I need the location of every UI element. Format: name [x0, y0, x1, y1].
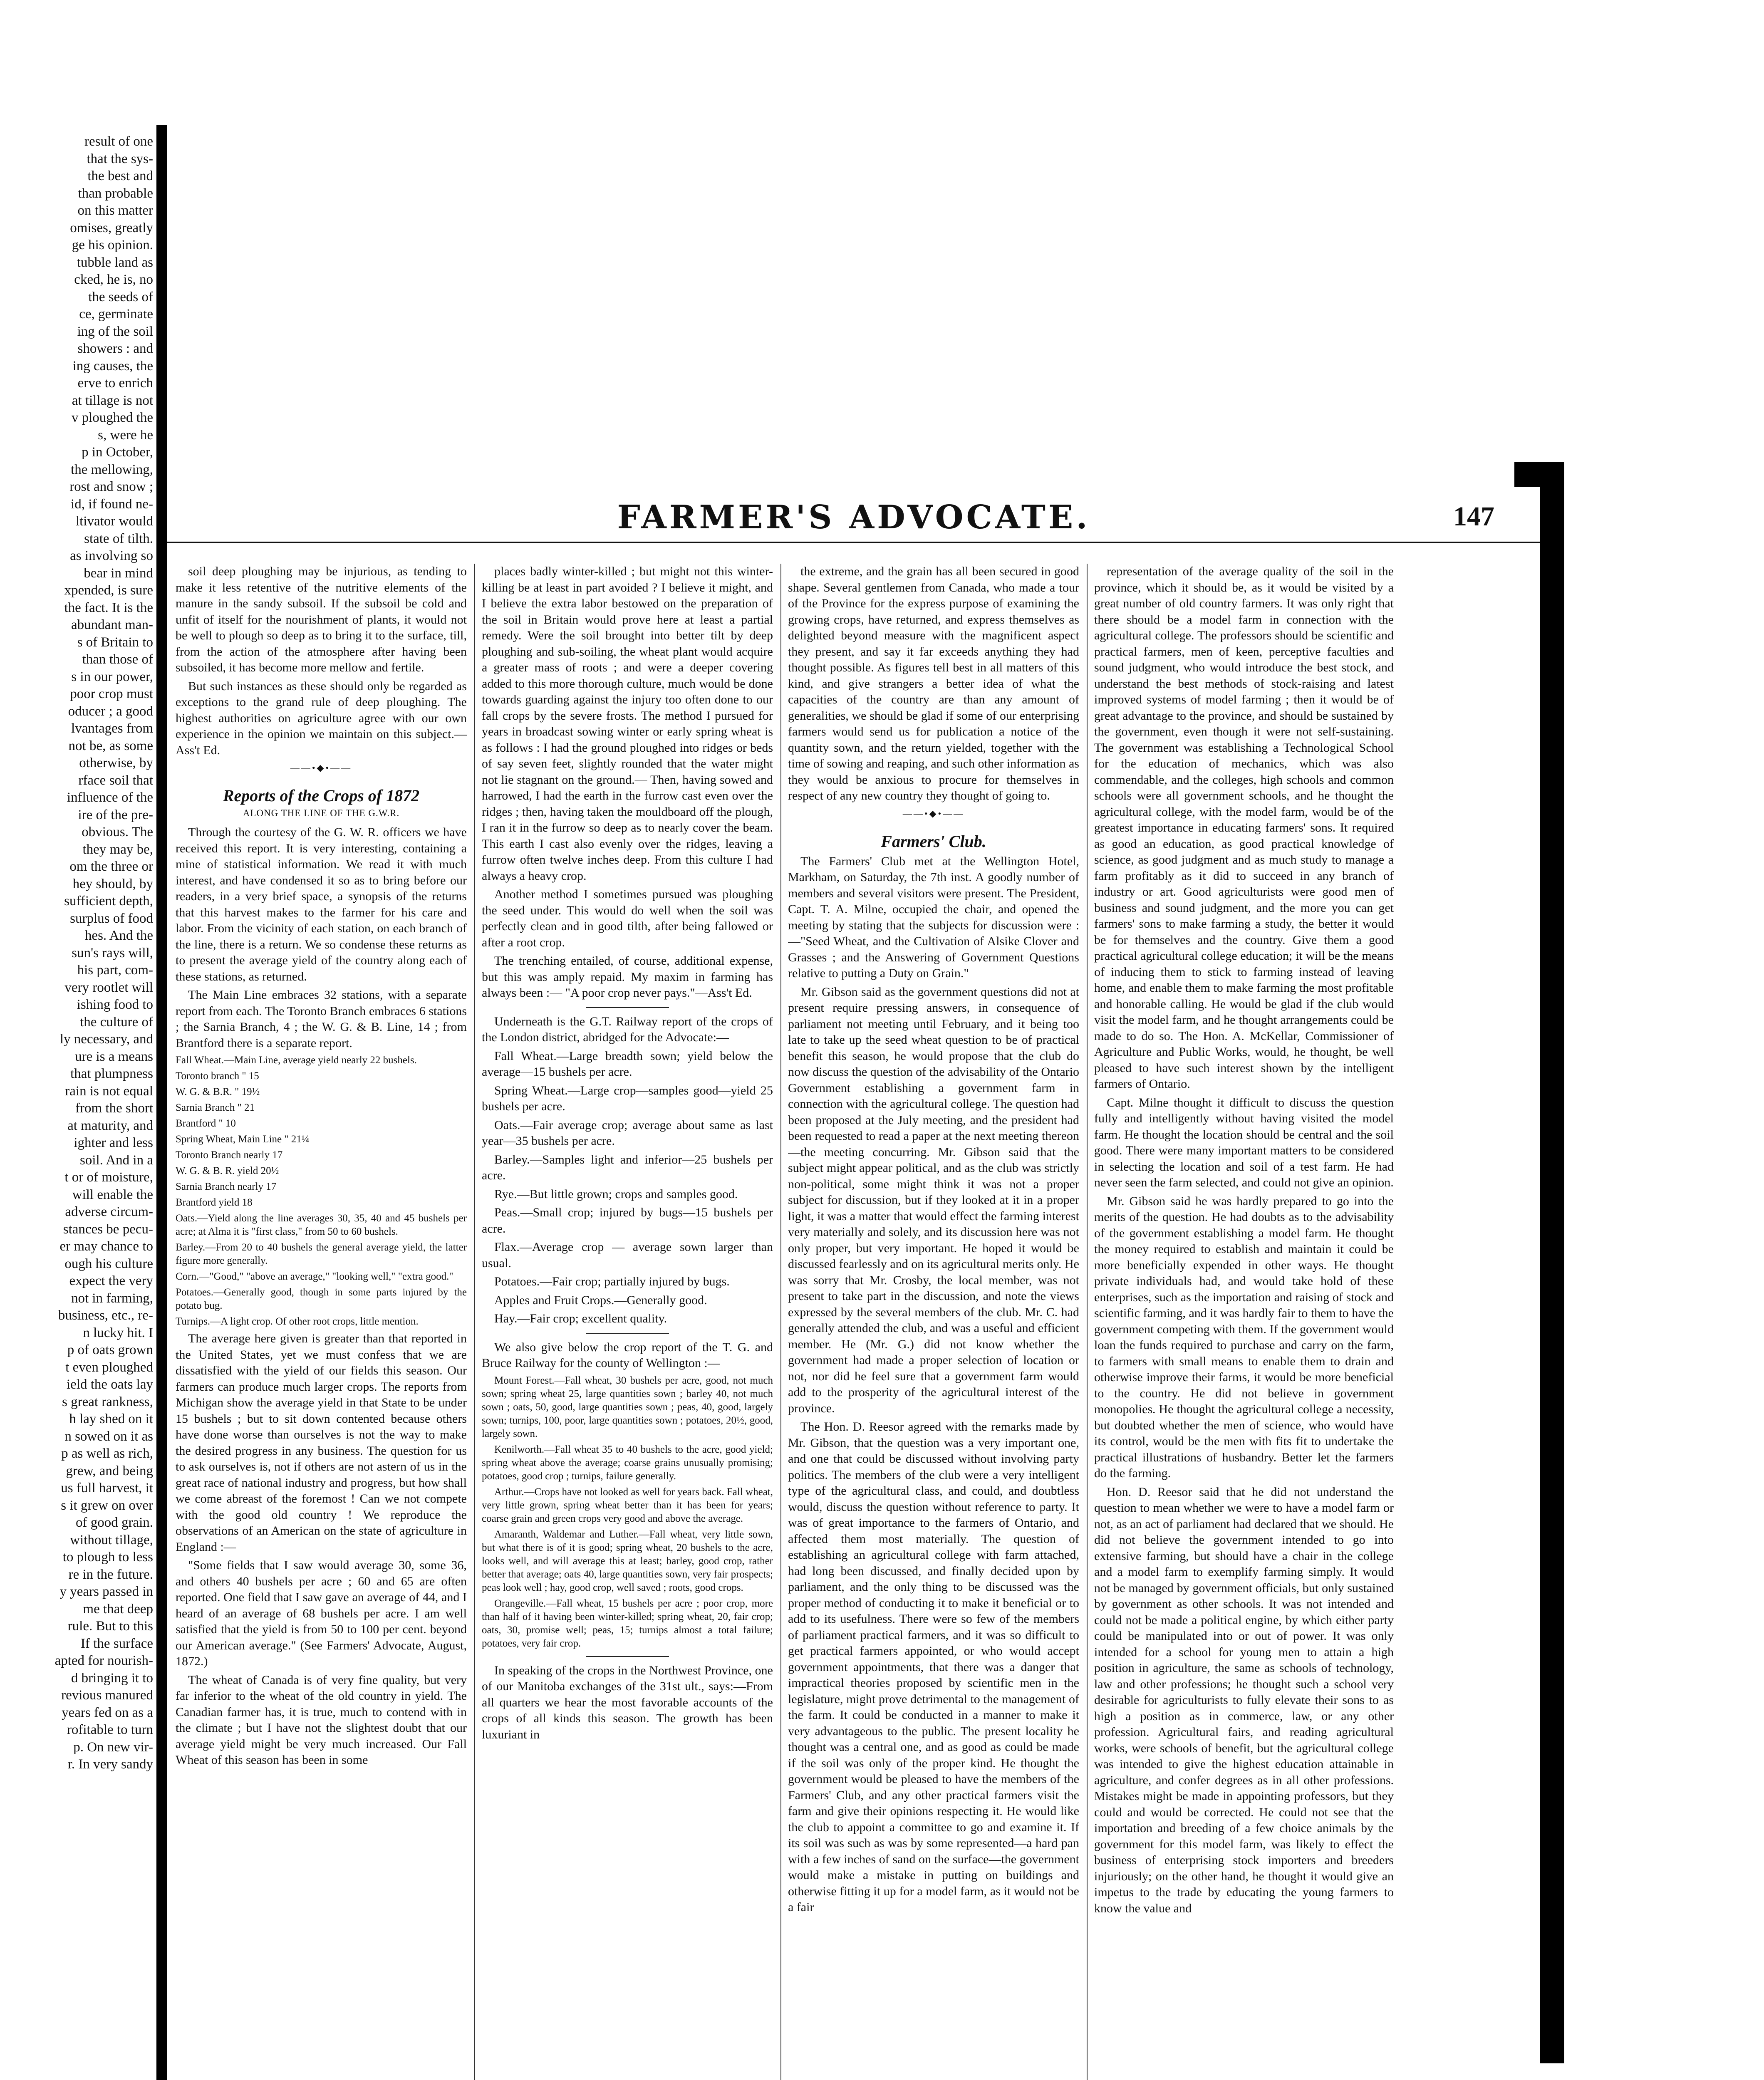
left-page-line: tubble land as — [77, 255, 153, 270]
left-page-line: grew, and being — [66, 1463, 153, 1478]
left-page-line: id, if found ne- — [71, 496, 153, 512]
ornament-divider: ——•◆•—— — [290, 763, 352, 773]
left-page-line: r. In very sandy — [67, 1757, 153, 1772]
article-heading-crop-reports: Reports of the Crops of 1872 — [223, 786, 420, 805]
yield-line: Sarnia Branch " 21 — [176, 1102, 255, 1113]
left-page-line: re in the future. — [68, 1567, 153, 1582]
paragraph: Hon. D. Reesor said that he did not understand the question to mean whether we were to have a model farm or not, as an act of parliament had declared that we should. He did not believe the government intended to go into extensive farming, but should have a chair in the college and a model farm to exemplify farming simply. It would not be managed by government officials, but only sustained by government as other schools. It was not intended and could not be made a political engine, by which either party could be manipulated into or out of power. It was only intended for a school for young men to attain a high position in agriculture, the same as schools of technology, law and other professions; he thought such a school very desirable for agriculturists to fully elevate their sons to as high a position as in commerce, law, or any other profession. Agricultural fairs, and reading agricultural works, were schools of benefit, but the agricultural college was intended to give the highest education attainable in agriculture, and confer degrees as in all other professions. Mistakes might be made in appointing professors, but they could and would be corrected. He could not see that the importation and breeding of a few choice animals by the government for this model farm, was likely to effect the business of enterprising stock importers and breeders injuriously; on the other hand, he thought it would give an impetus to the trade by educating the young farmers to know the value and — [1094, 1485, 1394, 1915]
left-page-line: rface soil that — [78, 773, 153, 788]
left-page-line: v ploughed the — [71, 410, 153, 425]
header-rule — [167, 542, 1540, 543]
left-page-line: ing of the soil — [77, 324, 153, 339]
left-page-line: as involving so — [70, 548, 153, 563]
paragraph: The wheat of Canada is of very fine quality, but very far inferior to the wheat of the old country in yield. The Canadian farmer has, it is true, much to contend with in the climate ; but I have not the slightest doubt that our average yield might be very much increased. Our Fall Wheat of this season has been in some — [176, 1673, 467, 1767]
column-1 — [176, 564, 467, 2080]
crop-report-item: Barley.—Samples light and inferior—25 bushels per acre. — [482, 1152, 773, 1182]
left-page-line: lvantages from — [71, 721, 153, 736]
left-page-line: ield the oats lay — [66, 1377, 153, 1392]
yield-line: Corn.—"Good," "above an average," "looking well," "extra good." — [176, 1271, 453, 1282]
left-page-line: n sowed on it as — [64, 1429, 153, 1444]
left-page-line: bear in mind — [84, 565, 153, 581]
left-page-line: the mellowing, — [71, 462, 153, 477]
left-page-line: ishing food to — [77, 997, 153, 1012]
left-page-line: hes. And the — [84, 928, 153, 943]
left-page-line: expect the very — [69, 1273, 153, 1288]
left-page-line: n lucky hit. I — [83, 1325, 153, 1340]
left-page-line: not in farming, — [71, 1290, 153, 1306]
column-divider — [780, 564, 781, 2080]
crop-report-item: Apples and Fruit Crops.—Generally good. — [494, 1293, 707, 1307]
left-page-line: ly necessary, and — [59, 1032, 153, 1047]
left-page-line: xpended, is sure — [64, 583, 153, 598]
left-page-line: ltivator would — [75, 514, 153, 529]
left-page-line: cked, he is, no — [74, 272, 153, 287]
column-4 — [1094, 564, 1394, 2080]
yield-line: Toronto branch " 15 — [176, 1070, 259, 1082]
left-page-line: t or of moisture, — [64, 1170, 153, 1185]
left-page-line: very rootlet will — [64, 980, 153, 995]
left-page-line: s in our power, — [71, 669, 153, 684]
left-page-line: than those of — [82, 652, 153, 667]
paragraph: Capt. Milne thought it difficult to discuss the question fully and intelligently without having visited the model farm. He thought the location should be central and the soil good. There were many important matters to be considered in selecting the location and soil of a test farm. He had never seen the farm selected, and could not give an opinion. — [1094, 1095, 1394, 1189]
left-page-line: state of tilth. — [84, 531, 153, 546]
page-header — [167, 491, 1540, 545]
left-page-line: ing causes, the — [72, 358, 153, 374]
left-page-line: adverse circum- — [65, 1204, 153, 1219]
paragraph: Mr. Gibson said as the government questions did not at present require pressing answers, in consequence of parliament not meeting until February, and it being too late to take up the seed wheat question to be of practical benefit this season, he would propose that the club do now discuss the question of the advisability of the Ontario Government establishing a government farm in connection with the agricultural college. The question had been proposed at the July meeting, and the president had been requested to read a paper at the next meeting thereon—the meeting concurring. Mr. Gibson said that the subject might appear political, and as the club was strictly non-political, some might think it was not a proper subject for discussion, but if they looked at it in a proper light, it was a matter that would effect the farming interest very materially and solely, and its discussion here was not only proper, but very important. He hoped it would be discussed fearlessly and on its agricultural merits only. He was sorry that Mr. Crosby, the local member, was not present to take part in the discussion, and note the views expressed by the several members of the club. Mr. C. had generally attended the club, and was a useful and efficient member. He (Mr. G.) did not know whether the government had made a proper selection of location or not, nor did he feel sure that a government farm would add to the prosperity of the agricultural interest of the province. — [788, 985, 1079, 1415]
left-page-line: rofitable to turn — [67, 1722, 153, 1737]
left-page-line: to plough to less — [62, 1550, 153, 1565]
left-page-line: at maturity, and — [67, 1118, 153, 1133]
left-page-line: h lay shed on it — [69, 1411, 153, 1426]
section-rule — [586, 1333, 669, 1334]
left-page-line: ire of the pre- — [78, 807, 153, 822]
left-page-line: ighter and less — [74, 1135, 153, 1150]
yield-line: Fall Wheat.—Main Line, average yield nearly 22 bushels. — [176, 1055, 417, 1066]
left-page-line: rost and snow ; — [69, 479, 153, 494]
station-report: Amaranth, Waldemar and Luther.—Fall wheat, very little sown, but what there is of it is good; spring wheat, 20 bushels to the acre, looks well, and will average this at least; barley, good crop, rather better that average; oats 40, large quantities sown, very fair prospects; peas look well ; hay, good crop, well saved ; roots, good crops. — [482, 1528, 773, 1593]
yield-line: Brantford " 10 — [176, 1118, 236, 1129]
newspaper-page — [167, 491, 1540, 2080]
left-page-line: obvious. The — [82, 825, 153, 839]
left-page-line: omises, greatly — [70, 220, 153, 235]
yield-line: Toronto Branch nearly 17 — [176, 1149, 283, 1161]
page-edge-right — [1540, 462, 1564, 2063]
left-page-line: p. On new vir- — [73, 1739, 153, 1755]
left-page-line: abundant man- — [71, 617, 153, 632]
yield-line: Spring Wheat, Main Line " 21¼ — [176, 1134, 310, 1145]
left-page-line: result of one — [84, 134, 153, 149]
left-page-line: ce, germinate — [79, 307, 153, 322]
left-page-line: d bringing it to — [71, 1670, 153, 1686]
left-page-line: om the three or — [69, 859, 153, 874]
station-report: Mount Forest.—Fall wheat, 30 bushels per acre, good, not much sown; spring wheat 25, large quantities sown ; barley 40, not much sown ; oats, 50, good, large quantities sown ; peas, 40, good, largely sown; turnips, 100, poor, large quantities sown ; potatoes, 20½, good, largely sown. — [482, 1374, 773, 1439]
left-page-line: at tillage is not — [72, 393, 153, 408]
left-page-fragment — [0, 133, 155, 2080]
page-number: 147 — [1453, 501, 1494, 532]
crop-report-item: Rye.—But little grown; crops and samples good. — [494, 1187, 738, 1201]
column-divider — [474, 564, 475, 2080]
crop-report-item: Hay.—Fair crop; excellent quality. — [494, 1312, 667, 1325]
left-page-line: sufficient depth, — [64, 894, 153, 909]
left-page-line: poor crop must — [70, 686, 153, 701]
left-page-line: not be, as some — [68, 738, 153, 753]
paragraph: But such instances as these should only be regarded as exceptions to the grand rule of deep ploughing. The highest authorities on agriculture agree with our own experience in the opinion we maintain on this subject.—Ass't Ed. — [176, 679, 467, 757]
tg-intro: We also give below the crop report of the T. G. and Bruce Railway for the county of Wellington :— — [482, 1340, 773, 1370]
left-page-line: me that deep — [83, 1601, 153, 1617]
left-page-line: p as well as rich, — [61, 1446, 153, 1461]
page-gutter — [156, 125, 167, 2080]
left-page-line: the fact. It is the — [64, 600, 153, 615]
crop-report-item: Spring Wheat.—Large crop—samples good—yield 25 bushels per acre. — [482, 1083, 773, 1113]
paragraph: The Hon. D. Reesor agreed with the remarks made by Mr. Gibson, that the question was a very important one, and one that could be discussed without involving party politics. The members of the club were a very intelligent type of the agricultural class, and could, and doubtless would, discuss the question without reference to party. It was of great importance to the farmers of Ontario, and affected them most materially. The question of establishing an agricultural college with farm attached, had long been discussed, and finally decided upon by parliament, and the only thing to be discussed was the proper method of conducting it to make it beneficial or to add to its usefulness. There were so few of the members of parliament practical farmers, and it was so difficult to get practical farmers appointed, or who would accept government appointments, that there was a danger that impractical theories proposed by scientific men in the legislature, might prove detrimental to the management of the farm. It could be conducted in a manner to make it very advantageous to the public. The present locality he thought was a central one, and as good as could be made if the soil was only of the proper kind. He thought the government would be pleased to have the members of the Farmers' Club, and any other practical farmers visit the farm and give their opinions respecting it. He would like the club to appoint a committee to go and examine it. If its soil was such as was by some represented—a hard pan with a few inches of sand on the surface—the government would make a mistake in putting on buildings and otherwise fitting it up for a model farm, as it would not be a fair — [788, 1420, 1079, 1914]
left-page-line: without tillage, — [70, 1532, 153, 1548]
left-page-line: stances be pecu- — [63, 1221, 153, 1237]
crop-report-item: Flax.—Average crop — average sown larger than usual. — [482, 1240, 773, 1270]
left-page-line: p in October, — [82, 445, 153, 460]
paragraph: representation of the average quality of the soil in the province, which it should be, as it would be visited by a great number of old country farmers. It was only right that there should be a model farm in connection with the agricultural college. The professors should be scientific and practical farmers, men of keen, perceptive faculties and sound judgment, who would introduce the best stock, and understand the best methods of stock-raising and latest improved systems of model farming ; then it would be of great advantage to the province, and should be sustained by the government, even though it were not self-sustaining. The government was establishing a Technological School for the education of mechanics, which was also commendable, and the colleges, high schools and common schools were all government schools, and he thought the agricultural college, with the model farm, would be of the greatest importance in educating farmers' sons. It required as good an education, as good practical knowledge of science, as good judgment and as much study to manage a farm profitably as it did to succeed in any branch of industry or art. Good agriculturists were good men of business and sound judgment, and the more you can get farmers' sons to make farming a study, the better it would be for themselves and the country. Give them a good practical agricultural college education; it will be the means of inducing them to stick to farming instead of leaving home, and enable them to make farming the most profitable and honorable calling. He would be glad if the club would visit the model farm, and he thought arrangements could be made to do so. The Hon. A. McKellar, Commissioner of Agriculture and Public Works, would, he thought, be well pleased to have such interest shown by the intelligent farmers of Ontario. — [1094, 565, 1394, 1091]
yield-line: Turnips.—A light crop. Of other root crops, little mention. — [176, 1316, 419, 1327]
left-page-line: the seeds of — [88, 289, 153, 305]
left-page-line: of good grain. — [75, 1515, 153, 1530]
paragraph: soil deep ploughing may be injurious, as tending to make it less retentive of the nutritive elements of the manure in the sandy subsoil. If the subsoil be cold and unfit of itself for the nourishment of plants, it would not be well to plough so deep as to bring it to the surface, till, from the action of the atmosphere after having been subsoiled, it has become more mellow and fertile. — [176, 565, 467, 674]
left-page-line: sun's rays will, — [72, 945, 153, 961]
left-page-line: us full harvest, it — [61, 1481, 153, 1496]
left-page-line: hey should, by — [72, 876, 153, 891]
left-page-line: surplus of food — [70, 911, 153, 926]
left-page-line: ure is a means — [75, 1049, 153, 1064]
left-page-line: erve to enrich — [77, 376, 153, 391]
station-report: Kenilworth.—Fall wheat 35 to 40 bushels to the acre, good yield; spring wheat above the average; coarse grains unusually promising; potatoes, good crop ; turnips, failure generally. — [482, 1444, 773, 1482]
column-3 — [788, 564, 1079, 2080]
left-page-line: that plumpness — [70, 1066, 153, 1081]
left-page-line: ge his opinion. — [72, 238, 153, 253]
left-page-line: ough his culture — [64, 1256, 153, 1271]
left-page-line: will enable the — [72, 1187, 153, 1202]
paragraph: The average here given is greater than that reported in the United States, yet we must confess that we are dissatisfied with the yield of our fields this season. Our farmers can produce much larger crops. The reports from Michigan show the average yield in that State to be under 15 bushels ; but to sit down contented because others have done worse than ourselves is not the way to make the desired progress in any business. The question for us to ask ourselves is, not if others are not astern of us in the great race of national industry and progress, but how shall we come abreast of the foremost ! Can we not compete with the good old country ! We reproduce the observations of an American on the state of agriculture in England :— — [176, 1332, 467, 1554]
left-page-line: t even ploughed — [65, 1359, 153, 1375]
paragraph: Another method I sometimes pursued was ploughing the seed under. This would do well when the soil was perfectly clean and in good tilth, after being fallowed or after a root crop. — [482, 887, 773, 949]
paragraph: the extreme, and the grain has all been secured in good shape. Several gentlemen from Canada, who made a tour of the Province for the express purpose of examining the growing crops, have returned, and express themselves as delighted beyond measure with the magnificent aspect they present, and say it far exceeds anything they had thought possible. As figures tell best in all matters of this kind, and give strangers a better idea of what the capacities of the country are than any amount of generalities, we should be glad if some of our enterprising farmers would send us for publication a notice of the quantity sown, and the return yielded, together with the time of sowing and reaping, and such other information as they would be anxious to procure for themselves in respect of any new country they thought of going to. — [788, 565, 1079, 802]
left-page-line: than probable — [78, 186, 153, 201]
yield-line: Potatoes.—Generally good, though in some parts injured by the potato bug. — [176, 1287, 467, 1311]
station-report: Orangeville.—Fall wheat, 15 bushels per acre ; poor crop, more than half of it having been winter-killed; spring wheat, 20, fair crop; oats, 30, promise well; peas, 15; turnips almost a total failure; potatoes, very fair crop. — [482, 1597, 773, 1649]
left-page-line: years fed on as a — [62, 1705, 153, 1720]
left-page-line: p of oats grown — [67, 1342, 153, 1357]
paragraph: The trenching entailed, of course, additional expense, but this was amply repaid. My maxim in farming has always been :— "A poor crop never pays."—Ass't Ed. — [482, 954, 773, 1000]
yield-line: Brantford yield 18 — [176, 1197, 253, 1208]
yield-line: Oats.—Yield along the line averages 30, 35, 40 and 45 bushels per acre; at Alma it is "first class," from 50 to 60 bushels. — [176, 1213, 467, 1237]
left-page-line: s, were he — [98, 427, 153, 443]
paragraph: "Some fields that I saw would average 30, some 36, and others 40 bushels per acre ; 60 and 65 are often reported. One field that I saw gave an average of 44, and I heard of an average of 68 bushels per acre. I am well satisfied that the yield is from 50 to 100 per cent. beyond our American average." (See Farmers' Advocate, August, 1872.) — [176, 1558, 467, 1668]
column-divider — [1087, 564, 1088, 2080]
paragraph: Through the courtesy of the G. W. R. officers we have received this report. It is very interesting, containing a mine of statistical information. We read it with much interest, and have condensed it so as to bring before our readers, in a very brief space, a synopsis of the returns that this harvest makes to the farmer for his care and labor. From the vicinity of each station, on each branch of the line, there is a return. We so condense these returns as to present the average yield of the country along each of these stations, as returned. — [176, 825, 467, 983]
yield-line: Sarnia Branch nearly 17 — [176, 1181, 277, 1192]
article-heading-farmers-club: Farmers' Club. — [881, 832, 986, 851]
left-page-line: apted for nourish- — [55, 1653, 153, 1668]
crop-report-item: Fall Wheat.—Large breadth sown; yield below the average—15 bushels per acre. — [482, 1049, 773, 1079]
left-page-line: y years passed in — [59, 1584, 153, 1599]
paragraph: places badly winter-killed ; but might not this winter-killing be at least in part avoided ? I believe it might, and I believe the extra labor bestowed on the preparation of the soil in Britain would prove here at least a partial remedy. Were the soil brought into better tilt by deep ploughing and sub-soiling, the wheat plant would acquire a greater mass of roots ; and were a deeper covering added to this more thorough culture, much would be done towards guarding against the injury too often done to our fall crops by the severe frosts. The method I pursued for years in broadcast sowing winter or early spring wheat is as follows : I had the ground ploughed into ridges or beds of say seven feet, slightly rounded that the water might not lie stagnant on the ground.— Then, having sowed and harrowed, I had the earth in the furrow cast even over the ridges ; then, having taken the mouldboard off the plough, I ran it in the furrow so deep as to nearly cover the beam. This earth I cast also evenly over the ridges, leaving a furrow often twelve inches deep. From this culture I had always a heavy crop. — [482, 565, 773, 883]
left-page-line: er may chance to — [59, 1239, 153, 1254]
section-rule — [586, 1656, 669, 1657]
station-report: Arthur.—Crops have not looked as well for years back. Fall wheat, very little grown, spring wheat better than it has been for years; coarse grain and green crops very good and above the average. — [482, 1486, 773, 1524]
left-page-line: his part, com- — [77, 963, 153, 978]
paragraph: The Farmers' Club met at the Wellington Hotel, Markham, on Saturday, the 7th inst. A goodly number of members and several visitors were present. The President, Capt. T. A. Milne, occupied the chair, and opened the meeting by stating that the subjects for discussion were :—"Seed Wheat, and the Cultivation of Alsike Clover and Grasses ; and the Answering of Government Questions relative to putting a Duty on Grain." — [788, 854, 1079, 980]
left-page-line: rule. But to this — [67, 1619, 153, 1634]
yield-line: W. G. & B.R. " 19½ — [176, 1086, 260, 1097]
paragraph: The Main Line embraces 32 stations, with a separate report from each. The Toronto Branch embraces 6 stations ; the Sarnia Branch, 4 ; the W. G. & B. Line, 14 ; from Brantford there is a separate report. — [176, 988, 467, 1050]
left-page-line: otherwise, by — [79, 755, 153, 770]
left-page-line: on this matter — [77, 203, 153, 218]
left-page-line: oducer ; a good — [68, 703, 153, 719]
left-page-line: the best and — [87, 168, 153, 183]
ornament-divider: ——•◆•—— — [902, 808, 965, 819]
left-page-line: rain is not equal — [65, 1083, 153, 1099]
left-page-line: that the sys- — [87, 151, 153, 166]
left-page-line: s it grew on over — [61, 1498, 153, 1513]
left-page-line: influence of the — [67, 790, 153, 805]
left-page-line: showers : and — [77, 341, 153, 356]
column-2 — [482, 564, 773, 2080]
left-page-line: from the short — [75, 1101, 153, 1116]
left-page-line: they may be, — [82, 842, 153, 857]
article-subheading: ALONG THE LINE OF THE G.W.R. — [243, 808, 400, 818]
northwest-paragraph: In speaking of the crops in the Northwest Province, one of our Manitoba exchanges of the 31st ult., says:—From all quarters we hear the most favorable accounts of the crops of all kinds this season. The growth has been luxuriant in — [482, 1663, 773, 1741]
left-page-line: soil. And in a — [79, 1152, 153, 1168]
crop-report-item: Peas.—Small crop; injured by bugs—15 bushels per acre. — [482, 1206, 773, 1236]
yield-line: Barley.—From 20 to 40 bushels the general average yield, the latter figure more generally. — [176, 1242, 467, 1266]
left-page-line: If the surface — [80, 1636, 153, 1651]
left-page-line: the culture of — [80, 1014, 153, 1030]
section-rule — [586, 1007, 669, 1008]
crop-report-item: Oats.—Fair average crop; average about same as last year—35 bushels per acre. — [482, 1118, 773, 1148]
left-page-line: s of Britain to — [77, 634, 153, 650]
gtr-intro: Underneath is the G.T. Railway report of the crops of the London district, abridged for the Advocate:— — [482, 1014, 773, 1044]
left-page-line: s great rankness, — [62, 1394, 153, 1409]
yield-line: W. G. & B. R. yield 20½ — [176, 1165, 279, 1176]
crop-report-item: Potatoes.—Fair crop; partially injured by bugs. — [494, 1275, 730, 1288]
masthead-title: FARMER'S ADVOCATE. — [617, 498, 1090, 536]
left-page-line: revious manured — [61, 1688, 153, 1703]
left-page-line: business, etc., re- — [58, 1308, 153, 1323]
paragraph: Mr. Gibson said he was hardly prepared to go into the merits of the question. He had doubts as to the advisability of the government establishing a model farm. He thought the money required to establish and maintain it could be more beneficially expended in other ways. He thought private individuals had, and would take hold of these enterprises, such as the importation and raising of stock and scientific farming, and it was hardly fair to them to have the government competing with them. If the government would loan the funds required to purchase and carry on the farm, to farmers with small means to enable them to drain and otherwise improve their farms, it would be more beneficial to the country. He did not believe in government monopolies. He thought the agricultural college a necessity, but doubted whether the men of science, who would have its control, would be the men with fits fit to undertake the practical illustrations of husbandry. Better let the farmers do the farming. — [1094, 1194, 1394, 1480]
